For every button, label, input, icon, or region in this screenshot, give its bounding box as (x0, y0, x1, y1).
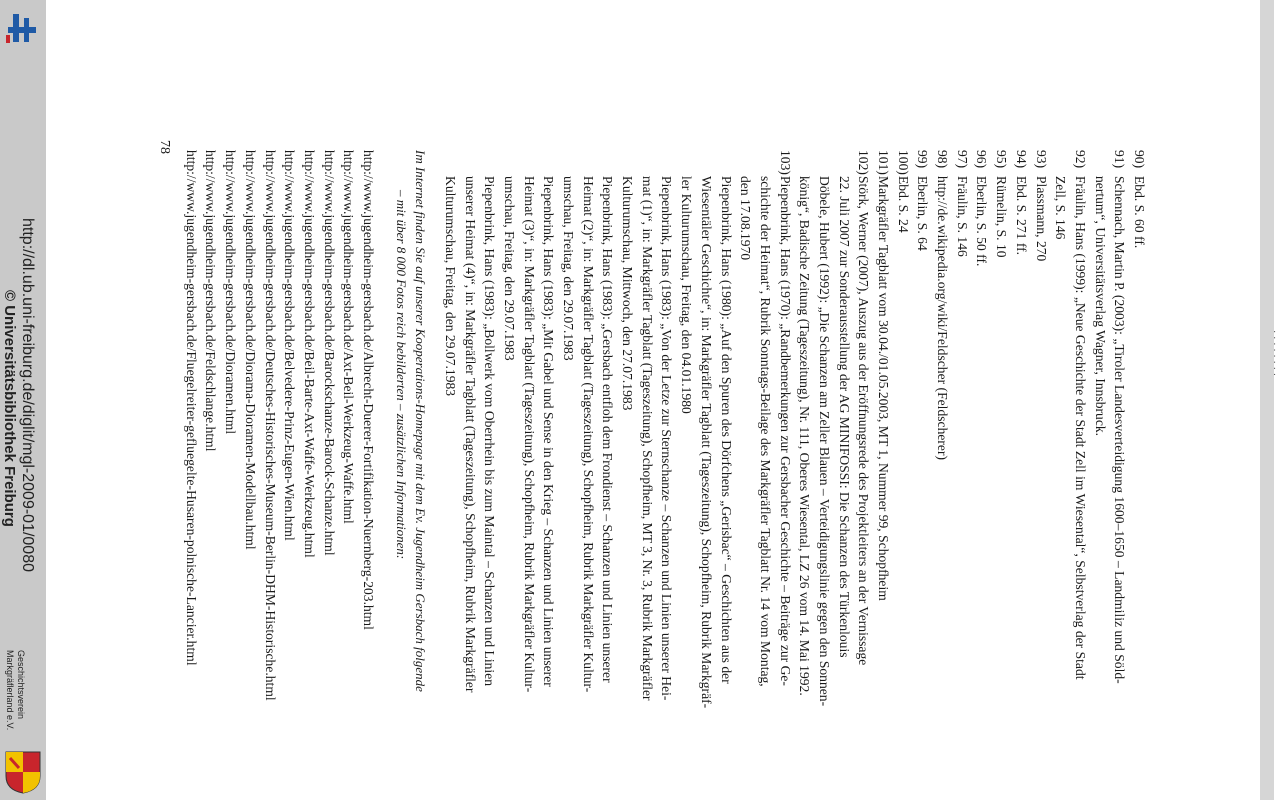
footnote (952, 150, 972, 708)
footnote-line (775, 150, 795, 708)
footnote-line (992, 150, 1012, 708)
footnote-line (558, 150, 578, 708)
footnote-line (755, 150, 775, 708)
footnote-line (972, 150, 992, 708)
footnote (1090, 150, 1129, 708)
link-item[interactable]: http://www.jugendheim-gersbach.de/Belvedere-Prinz-Eugen-Wien.html (282, 150, 298, 541)
footnote-line (834, 150, 854, 708)
footnote (1031, 150, 1051, 708)
page-number: 78 (157, 140, 172, 154)
verein-line-2: Markgräflerland e.V. (5, 650, 15, 731)
footnote-text: Rümelin, S. 10 (994, 176, 1010, 258)
footnote-line (736, 150, 756, 708)
footnote-text: Wiesentäler Geschichte“, in: Markgräfler Tagblatt (Tageszeitung), Schopfheim, Rubrik Markgräf- (698, 176, 714, 709)
footnote-text: Ebd. S. 60 ff. (1132, 176, 1147, 249)
footer-library: © Universitätsbibliothek Freiburg (1, 290, 18, 527)
footnote (972, 150, 992, 708)
footnote-text: umschau, Freitag, den 29.07.1983 (502, 176, 517, 361)
footnote (992, 150, 1012, 708)
footnote-number: 96) (974, 150, 990, 169)
footnote-text: Kulturumschau, Freitag, den 29.07.1983 (442, 176, 458, 397)
footnote-number: 94) (1013, 150, 1029, 169)
footnote-line (480, 150, 500, 708)
link-item[interactable]: http://www.jugendheim-gersbach.de/Albrecht-Duerer-Fortifikation-Nuernberg-203.html (361, 150, 376, 630)
intro-line: Im Internet finden Sie auf unserer Kooperations-Homepage mit dem Ev. Jugendheim Gersbach folgende (413, 150, 428, 692)
footnote-line (1110, 150, 1130, 708)
footnote-number: 97) (954, 150, 970, 169)
footnote (913, 150, 933, 708)
footnote-line (1129, 150, 1149, 708)
footnote-line (637, 150, 657, 708)
footnote-line (893, 150, 913, 708)
footnote-text: Ebd. S. 24 (895, 176, 911, 233)
footnote-number: 92) (1072, 150, 1088, 169)
footnote-text: Piepenbrink, Hans (1983): „Von der Letze zur Sternschanze – Schanzen und Linien unserer Hei- (659, 176, 675, 701)
footnote (795, 150, 874, 708)
footnote-text: Plassmann, 270 (1033, 176, 1049, 262)
footnote-number: 91) (1112, 150, 1128, 169)
footnote-text: mat (1)“, in: Markgräfler Tagblatt (Tageszeitung), Schopfheim, MT 3, Nr. 3, Rubrik Markgräfler (639, 176, 655, 701)
footnote-text: Piepenbrink, Hans (1983): „Bollwerk vom Oberrhein bis zum Maintal – Schanzen und Linien (482, 176, 498, 687)
footnote-text: unserer Heimat (4)“, in: Markgräfler Tagblatt (Tageszeitung), Schopfheim, Rubrik Markgräfler (462, 176, 478, 693)
footnote-text: den 17.08.1970 (738, 176, 754, 261)
footnote-text: Eberlin, S. 64 (915, 176, 931, 251)
footnote-line (1070, 150, 1090, 708)
footnote-text: Piepenbrink, Hans (1983): „Mit Gabel und Sense in den Krieg – Schanzen und Linien unserer (541, 176, 557, 687)
footnote-text: umschau, Freitag, den 29.07.1983 (561, 176, 577, 361)
footnote-text: Schennach, Martin P. (2003): „Tiroler Landesverteidigung 1600–1650 – Landmiliz und Söld- (1112, 176, 1128, 684)
link-item[interactable]: http://www.jugendheim-gersbach.de/Axt-Beil-Werkzeug-Waffe.html (341, 150, 357, 524)
link-item[interactable]: http://www.jugendheim-gersbach.de/Barockschanze-Barock-Schanze.html (321, 150, 337, 556)
footnote-text: Fräulin, Hans (1999): „Neue Geschichte der Stadt Zell im Wiesental“, Selbstverlag der Stadt (1072, 176, 1088, 680)
footnote-text: Piepenbrink, Hans (1980): „Auf den Spuren des Dörfchens „Gerisbac“ – Geschichten aus der (718, 176, 734, 684)
link-item[interactable]: http://www.jugendheim-gersbach.de/Feldschlange.html (203, 150, 219, 452)
link-item[interactable]: http://www.jugendheim-gersbach.de/Deutsches-Historisches-Museum-Berlin-DHM-Historische.html (262, 150, 278, 701)
footnote-line (814, 150, 834, 708)
footnote-text: Ebd. S. 271 ff. (1013, 176, 1029, 256)
footnote-line (716, 150, 736, 708)
internet-intro (392, 150, 430, 692)
footnote-text: Döbele, Hubert (1992): „Die Schanzen am Zeller Blauen – Verteidigungslinie gegen den Sonnen- (817, 176, 832, 707)
footnote-number: 99) (915, 150, 931, 169)
link-item[interactable]: http://www.jugendheim-gersbach.de/Fluegelreiter-gefluegelte-Husaren-polnische-Lancier.html (183, 150, 199, 666)
footnote (1011, 150, 1031, 708)
footnote (932, 150, 952, 708)
footnote-line (952, 150, 972, 708)
footnote-line (1011, 150, 1031, 708)
verein-line-1: Geschichtsverein (16, 650, 26, 720)
footnote-line (657, 150, 677, 708)
footnote-text: Piepenbrink, Hans (1983): „Gersbach entfloh dem Frondienst – Schanzen und Linien unserer (600, 176, 616, 683)
footnote-text: könig“, Badische Zeitung (Tageszeitung), Nr. 111, Oberes Wiesental, LZ 26 vom 14. Mai 1992. (797, 176, 813, 696)
footnote-text: Heimat (3)“, in: Markgräfler Tagblatt (Tageszeitung), Schopfheim, Rubrik Markgräfler Kultur- (521, 176, 537, 693)
footnote-line (598, 150, 618, 708)
footnote-line (499, 150, 519, 708)
footnote-line (539, 150, 559, 708)
footnote (893, 150, 913, 708)
footnote (1051, 150, 1090, 708)
footnote-text: Kulturumschau, Mittwoch, den 27.07.1983 (620, 176, 636, 411)
footnote-text: schichte der Heimat“, Rubrik Sonntags-Beilage des Markgräfler Tagblatt Nr. 14 vom Montag, (757, 176, 773, 687)
footnote-line (519, 150, 539, 708)
footnote-text: Zell, S. 146 (1053, 176, 1069, 240)
footnote-number: 100) (895, 150, 911, 175)
footnote-text: Piepenbrink, Hans (1970): „Randbemerkungen zur Gersbacher Geschichte – Beiträge zur Ge- (777, 176, 793, 686)
footnote-line (696, 150, 716, 708)
link-list (181, 150, 378, 701)
footnote-line (1031, 150, 1051, 708)
footnote-line (460, 150, 480, 708)
footnote-line (873, 150, 893, 708)
footnote-line (578, 150, 598, 708)
footnote-number: 93) (1033, 150, 1049, 169)
footnote (873, 150, 893, 708)
footnote-line (440, 150, 460, 708)
footnotes-list (440, 150, 1149, 708)
footnote-text: http://de.wikipedia.org/wiki/Feldscher (Feldscherer) (935, 176, 951, 461)
footnote-line (1090, 150, 1110, 708)
footnote-text: ler Kulturumschau, Freitag, den 04.01.1980 (679, 176, 695, 414)
footnote-number: 98) (935, 150, 951, 169)
footnote-line (913, 150, 933, 708)
footnote-text: Heimat (2)“, in: Markgräfler Tagblatt (Tageszeitung), Schopfheim, Rubrik Markgräfler Kultur- (580, 176, 596, 693)
footnote-number: 101) (876, 150, 892, 175)
footnote-line (854, 150, 874, 708)
footnote-line (1051, 150, 1071, 708)
footnote-line (617, 150, 637, 708)
link-item[interactable]: http://www.jugendheim-gersbach.de/Beil-Barte-Axt-Waffe-Werkzeug.html (301, 150, 317, 558)
footer-url[interactable]: http://dl.ub.uni-freiburg.de/diglit/mgl-2009-01/0080 (19, 218, 36, 572)
link-item[interactable]: http://www.jugendheim-gersbach.de/Dioramen.html (223, 150, 239, 435)
footnote (440, 150, 794, 708)
footnote-number: 95) (994, 150, 1010, 169)
footnote-line (932, 150, 952, 708)
footnote-number: 102) (856, 150, 872, 175)
footnote-text: nertum“, Universitätsverlag Wagner, Innsbruck. (1092, 176, 1108, 437)
footnote (1129, 150, 1149, 708)
link-item[interactable]: http://www.jugendheim-gersbach.de/Diorama-Dioramen-Modellbau.html (242, 150, 258, 550)
footnote-text: 22. Juli 2007 zur Sonderausstellung der AG MINIFOSSI: Die Schanzen des Türkenlouis (836, 176, 852, 658)
footnote-number: 90) (1132, 150, 1147, 169)
footnote-line (677, 150, 697, 708)
top-cutoff-text: · · · · · · · · (1269, 330, 1280, 377)
footnote-text: Fräulin, S. 146 (954, 176, 970, 257)
footnote-line (795, 150, 815, 708)
footnote-number: 103) (777, 150, 793, 175)
footnote-text: Markgräfler Tagblatt vom 30.04./01.05.2003, MT 1, Nummer 99, Schopfheim (876, 176, 892, 601)
footnote-text: Eberlin, S. 50 ff. (974, 176, 990, 267)
footnote-text: Störk, Werner (2007), Auszug aus der Eröffnungsrede des Projektleiters an der Vernissage (856, 176, 872, 666)
footer-verein (4, 650, 26, 730)
intro-line: – mit über 8 000 Fotos reich bebilderten – zusätzlichen Informationen: (394, 190, 409, 560)
